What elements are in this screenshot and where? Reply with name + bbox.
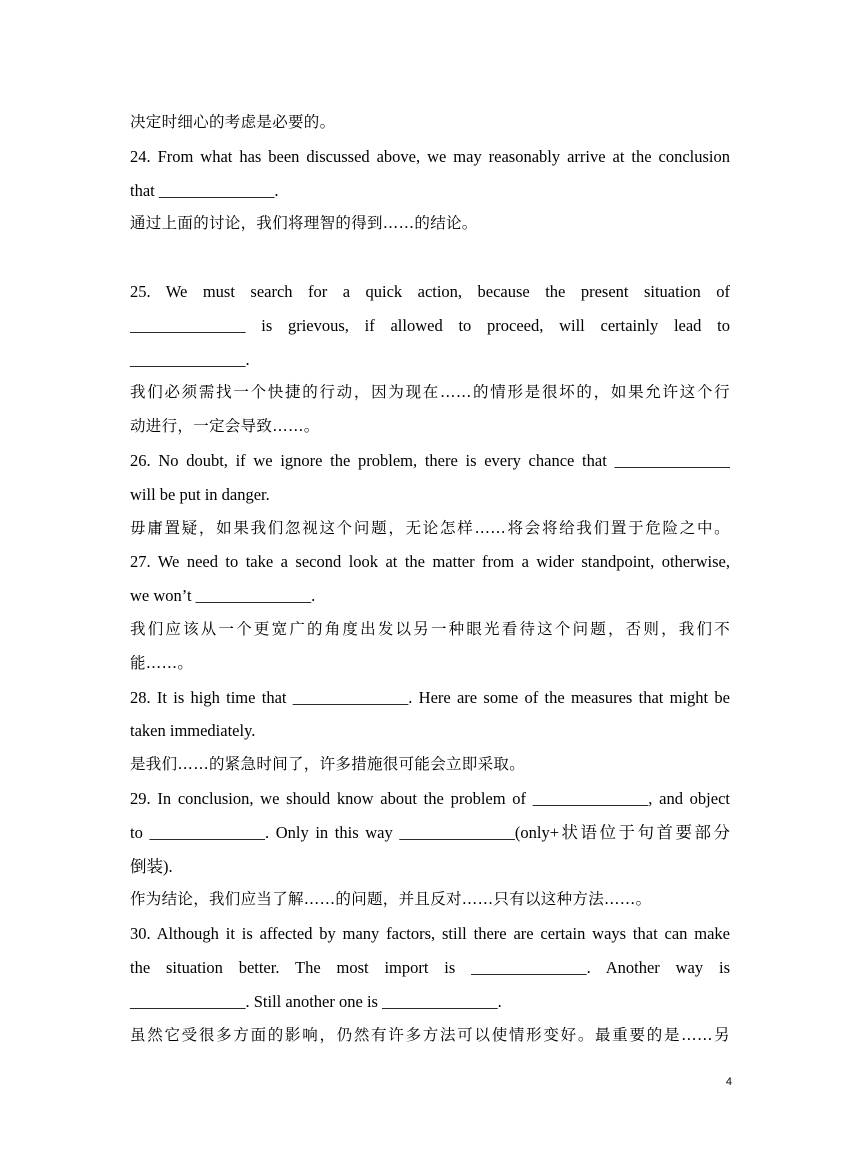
- text-line: 能……。: [130, 653, 194, 672]
- text-line: ______________. Still another one is ______________.: [130, 991, 502, 1011]
- text-line: 动进行，一定会导致……。: [130, 417, 320, 436]
- text-line: 28. It is high time that ______________. Here are some of the measures that might be: [130, 687, 730, 707]
- text-line: 通过上面的讨论，我们将理智的得到……的结论。: [130, 214, 478, 233]
- text-line: 29. In conclusion, we should know about the problem of ______________, and object: [130, 788, 730, 808]
- text-line: 决定时细心的考虑是必要的。: [130, 113, 336, 131]
- text-line: 27. We need to take a second look at the matter from a wider standpoint, otherwise,: [130, 552, 730, 572]
- text-line: 作为结论，我们应当了解……的问题，并且反对……只有以这种方法……。: [130, 890, 652, 909]
- text-line: 虽然它受很多方面的影响，仍然有许多方法可以使情形变好。最重要的是……另: [130, 1025, 730, 1044]
- page-number: 4: [725, 1076, 732, 1088]
- text-line: 我们应该从一个更宽广的角度出发以另一种眼光看待这个问题，否则，我们不: [130, 619, 730, 638]
- text-line: the situation better. The most import is ______________. Another way is: [130, 957, 730, 977]
- text-line: 倒装).: [130, 856, 173, 876]
- text-line: we won’t ______________.: [130, 586, 316, 606]
- text-line: 我们必须需找一个快捷的行动，因为现在……的情形是很坏的，如果允许这个行: [130, 383, 730, 402]
- text-line: 30. Although it is affected by many factors, still there are certain ways that can make: [130, 924, 730, 944]
- text-line: taken immediately.: [130, 721, 256, 741]
- paragraph-gap: [130, 241, 730, 275]
- text-line: 是我们……的紧急时间了，许多措施很可能会立即采取。: [130, 755, 526, 774]
- text-line: ______________ is grievous, if allowed to proceed, will certainly lead to: [130, 315, 730, 335]
- text-line: will be put in danger.: [130, 484, 270, 504]
- text-line: 24. From what has been discussed above, we may reasonably arrive at the conclusion: [130, 146, 730, 166]
- text-line: 25. We must search for a quick action, because the present situation of: [130, 281, 730, 301]
- text-line: 毋庸置疑，如果我们忽视这个问题，无论怎样……将会将给我们置于危险之中。: [130, 518, 730, 537]
- text-line: ______________.: [130, 349, 250, 369]
- text-line: that ______________.: [130, 180, 279, 200]
- text-line: 26. No doubt, if we ignore the problem, there is every chance that ______________: [130, 450, 730, 470]
- document-body: [130, 106, 730, 1052]
- text-line: to ______________. Only in this way ______________(only+状语位于句首要部分: [130, 822, 730, 842]
